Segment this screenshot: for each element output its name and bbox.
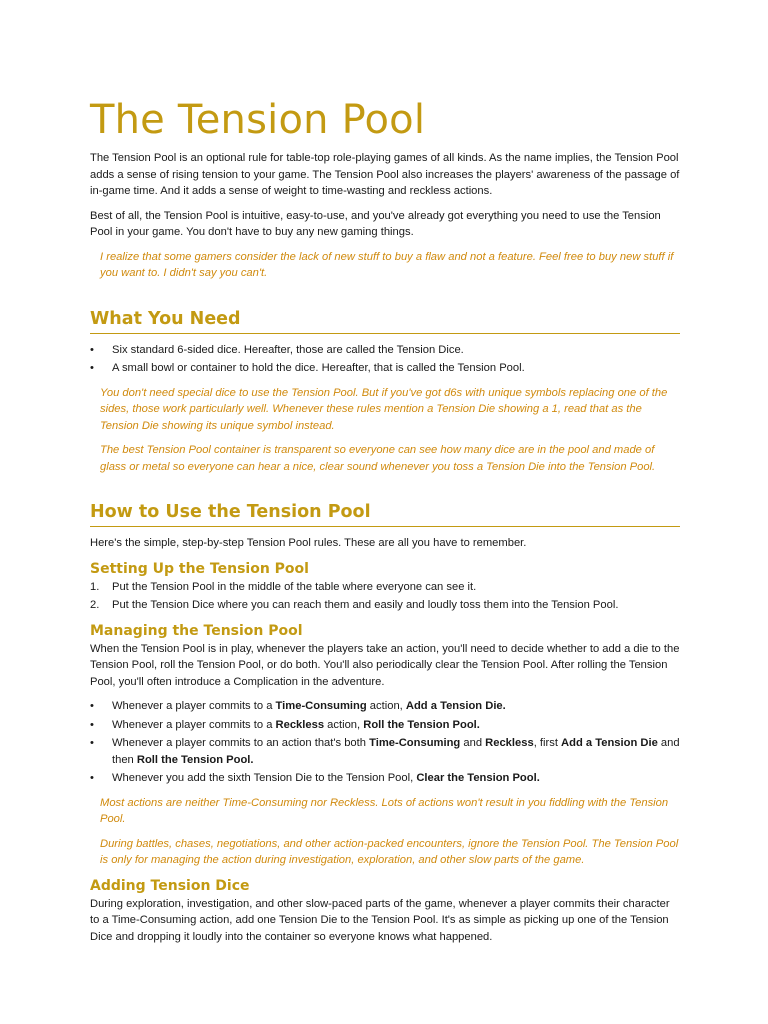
bullet-mark: • (90, 343, 94, 356)
managing-note-1: Most actions are neither Time-Consuming nor Reckless. Lots of actions won't result in you fiddling with the Tension Pool. (100, 796, 669, 825)
bullet-mark: • (90, 700, 94, 712)
list-item: • A small bowl or container to hold the dice. Hereafter, that is called the Tension Pool. (90, 360, 680, 377)
bullet-mark: • (90, 718, 94, 731)
how-to-use-intro: Here's the simple, step-by-step Tension Pool rules. These are all you have to remember. (90, 537, 527, 549)
need-list (90, 342, 680, 377)
need-note-block (90, 385, 680, 476)
managing-rules (90, 698, 680, 787)
intro-paragraph-2: Best of all, the Tension Pool is intuitive, easy-to-use, and you've already got everything you need to use the Tension Pool in your game. You don't have to buy any new gaming things. (90, 209, 661, 238)
list-item: 2. Put the Tension Dice where you can reach them and easily and loudly toss them into the Tension Pool. (90, 599, 619, 611)
managing-body: When the Tension Pool is in play, whenever the players take an action, you'll need to decide whether to add a die to the Tension Pool, roll the Tension Pool, or do both. You'll also periodically clear the Tension Pool. After rolling the Tension Pool, you'll often introduce a Complication in the adventure. (90, 642, 680, 688)
adding-dice-body: During exploration, investigation, and other slow-paced parts of the game, whenever a player commits their character to a Time-Consuming action, add one Tension Die to the Tension Pool. It's as simple as picking up one of the Tension Dice and dropping it loudly into the container so everyone knows what happened. (90, 897, 670, 943)
managing-note-2: During battles, chases, negotiations, and other action-packed encounters, ignore the Tension Pool. The Tension Pool is only for managing the action during investigation, exploration, and other slow parts of the game. (100, 837, 679, 866)
managing-heading: Managing the Tension Pool (90, 622, 303, 639)
bullet-mark: • (90, 737, 94, 749)
list-item: • Whenever a player commits to a Time-Consuming action, Add a Tension Die. (90, 698, 680, 715)
need-note-2: The best Tension Pool container is transparent so everyone can see how many dice are in the pool and made of glass or metal so everyone can hear a nice, clear sound whenever you toss a Tension Die into the Tension Pool. (100, 444, 656, 473)
intro-note: I realize that some gamers consider the lack of new stuff to buy a flaw and not a feature. Feel free to buy new stuff if you want to. I didn't say you can't. (100, 250, 674, 279)
how-to-use-heading: How to Use the Tension Pool (90, 501, 680, 527)
what-you-need-heading: What You Need (90, 308, 680, 334)
list-item: • Whenever you add the sixth Tension Die to the Tension Pool, Clear the Tension Pool. (90, 770, 680, 787)
need-note-1: You don't need special dice to use the Tension Pool. But if you've got d6s with unique symbols replacing one of the sides, those work particularly well. Whenever these rules mention a Tension Die showing a 1, read that as the Tension Die showing its unique symbol instead. (100, 386, 668, 432)
adding-dice-heading: Adding Tension Dice (90, 877, 250, 894)
managing-note-block (90, 795, 680, 869)
bullet-mark: • (90, 772, 94, 784)
intro-note-block (90, 249, 680, 282)
list-item: • Whenever a player commits to an action that's both Time-Consuming and Reckless, first Add a Tension Die and then Roll the Tension Pool. (90, 737, 680, 766)
intro-paragraph-1: The Tension Pool is an optional rule for table-top role-playing games of all kinds. As the name implies, the Tension Pool adds a sense of rising tension to your game. The Tension Pool also increases the players' awareness of the passage of in-game time. And it adds a sense of weight to time-wasting and reckless actions. (90, 152, 680, 197)
list-item: 1. Put the Tension Pool in the middle of the table where everyone can see it. (90, 580, 477, 593)
setup-steps (90, 579, 680, 614)
setup-heading: Setting Up the Tension Pool (90, 560, 309, 577)
list-item: • Six standard 6-sided dice. Hereafter, those are called the Tension Dice. (90, 342, 680, 359)
list-item: • Whenever a player commits to a Reckless action, Roll the Tension Pool. (90, 717, 680, 734)
page-title: The Tension Pool (90, 97, 426, 143)
bullet-mark: • (90, 362, 94, 374)
